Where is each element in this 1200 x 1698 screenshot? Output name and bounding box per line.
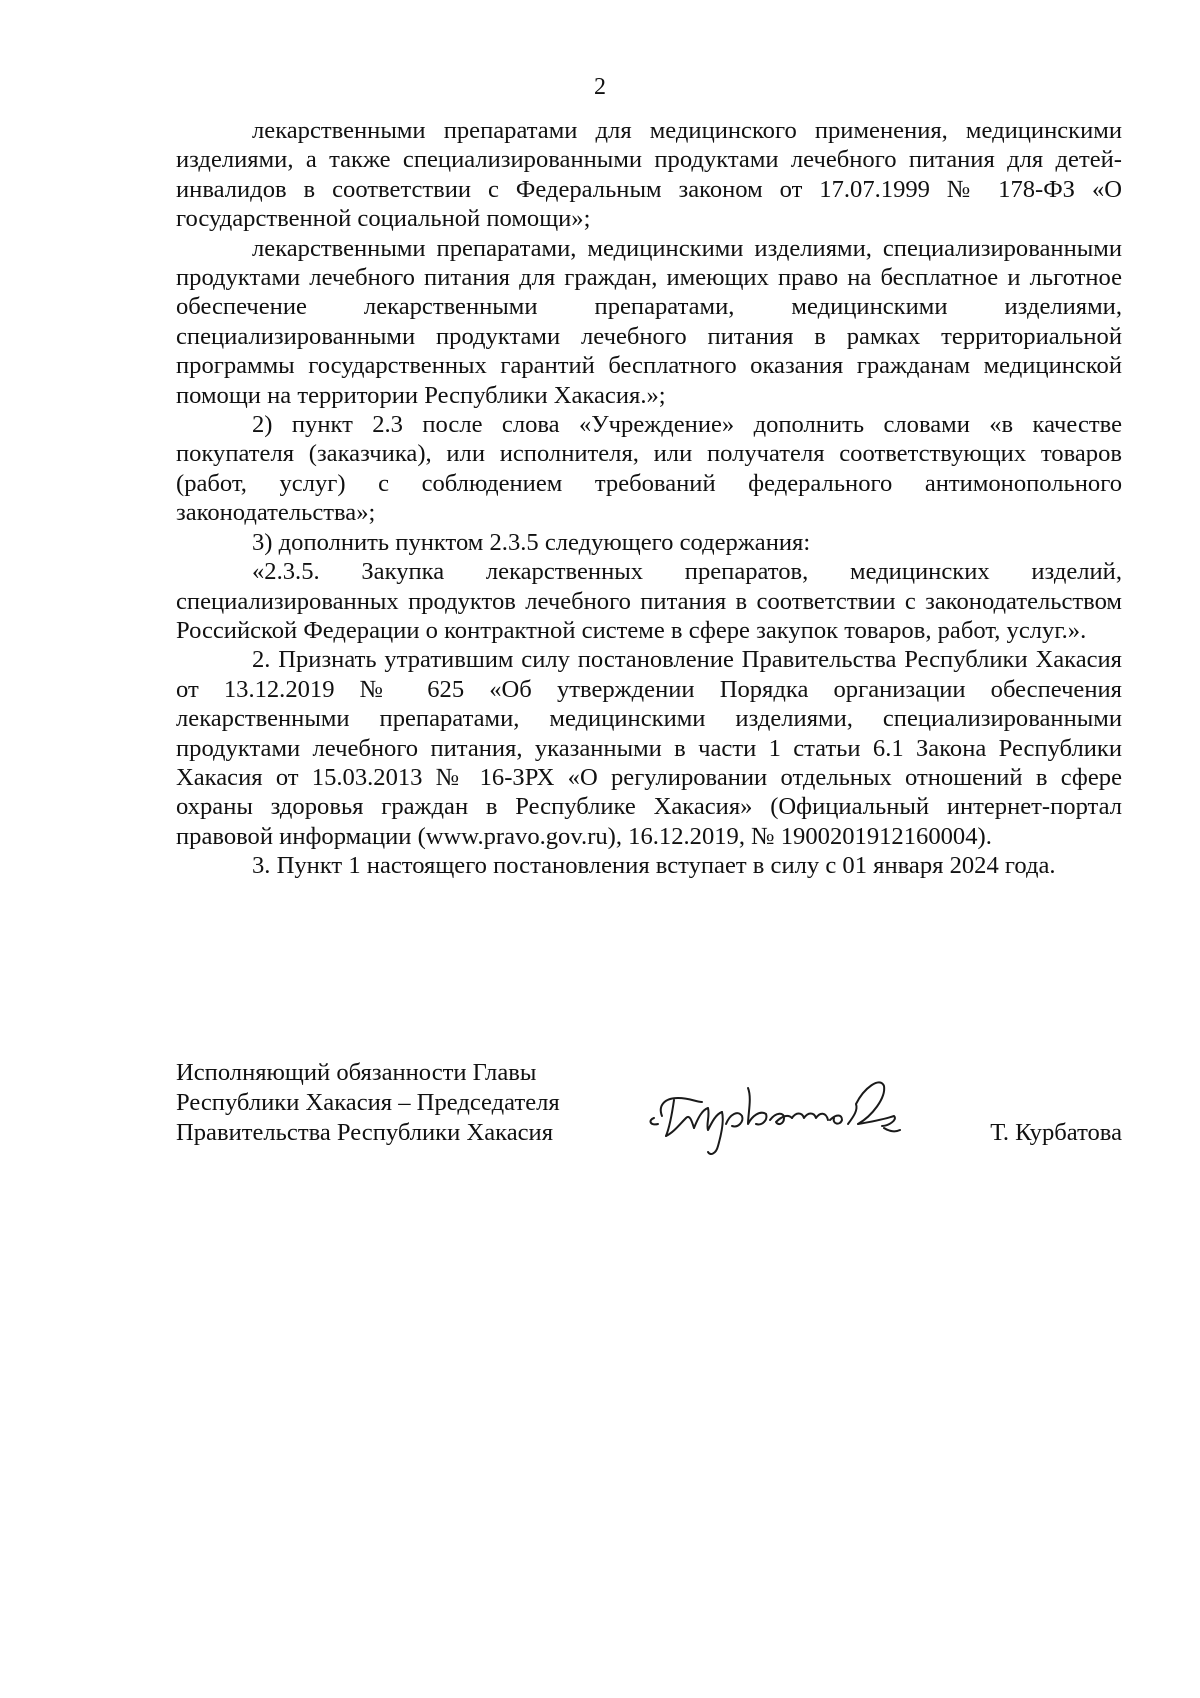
page-number: 2 <box>594 74 606 100</box>
paragraph-6: 2. Признать утратившим силу постановление Правительства Республики Хакасия от 13.12.2019 № 625 «Об утверждении Порядка организации обеспечения лекарственными препаратами, медицинскими изделиями, специализированными продуктами лечебного питания, указанными в части 1 статьи 6.1 Закона Республики Хакасия от 15.03.2013 № 16-ЗРХ «О регулировании отдельных отношений в сфере охраны здоровья граждан в Республике Хакасия» (Официальный интернет-портал правовой информации (www.pravo.gov.ru), 16.12.2019, № 1900201912160004). <box>176 646 1122 850</box>
paragraph-5: «2.3.5. Закупка лекарственных препаратов, медицинских изделий, специализированных продуктов лечебного питания в соответствии с законодательством Российской Федерации о контрактной системе в сфере закупок товаров, работ, услуг.». <box>176 558 1122 644</box>
paragraph-1: лекарственными препаратами для медицинского применения, медицинскими изделиями, а также специализированными продуктами лечебного питания для детей-инвалидов в соответствии с Федеральным законом от 17.07.1999 № 178-ФЗ «О государственной социальной помощи»; <box>176 117 1122 233</box>
signatory-name: Т. Курбатова <box>990 1119 1122 1146</box>
signature-block <box>176 1058 1122 1178</box>
handwritten-signature-icon <box>644 1058 914 1163</box>
signatory-position <box>176 1058 560 1148</box>
signatory-position-line: Исполняющий обязанности Главы <box>176 1059 537 1086</box>
document-body <box>176 116 1122 881</box>
signatory-position-line: Республики Хакасия – Председателя <box>176 1089 560 1116</box>
paragraph-4: 3) дополнить пунктом 2.3.5 следующего содержания: <box>252 528 811 556</box>
paragraph-7: 3. Пункт 1 настоящего постановления вступает в силу с 01 января 2024 года. <box>252 852 1056 880</box>
signatory-position-line: Правительства Республики Хакасия <box>176 1119 553 1146</box>
paragraph-3: 2) пункт 2.3 после слова «Учреждение» дополнить словами «в качестве покупателя (заказчика), или исполнителя, или получателя соответствующих товаров (работ, услуг) с соблюдением требований федерального антимонопольного законодательства»; <box>176 411 1122 527</box>
paragraph-2: лекарственными препаратами, медицинскими изделиями, специализированными продуктами лечебного питания для граждан, имеющих право на бесплатное и льготное обеспечение лекарственными препаратами, медицинскими изделиями, специализированными продуктами лечебного питания в рамках территориальной программы государственных гарантий бесплатного оказания гражданам медицинской помощи на территории Республики Хакасия.»; <box>176 234 1122 409</box>
